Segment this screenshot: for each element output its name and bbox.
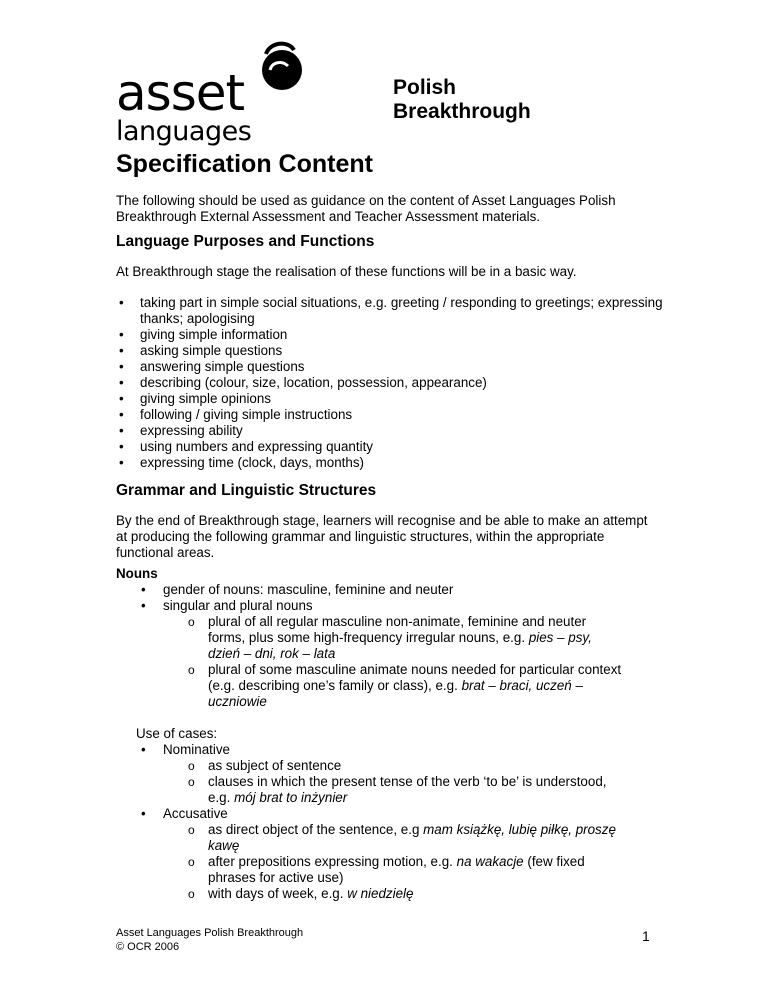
- list-item: • expressing time (clock, days, months): [116, 455, 676, 471]
- plural-animate-line2: [208, 678, 583, 694]
- plural-regular-line2: [208, 630, 592, 646]
- list-item: • following / giving simple instructions: [116, 407, 676, 423]
- page-title: Specification Content: [116, 150, 373, 178]
- accusative-item: Accusative: [163, 806, 228, 821]
- sub-bullet: o: [188, 855, 195, 869]
- document-subject-title: [393, 76, 531, 124]
- accusative-prep-text: after prepositions expressing motion, e.g.: [208, 854, 453, 869]
- accusative-prep-example: na wakacje: [456, 854, 524, 869]
- logo-word-asset: asset: [116, 64, 245, 122]
- list-item: • answering simple questions: [116, 359, 676, 375]
- bullet-dot: •: [141, 598, 146, 613]
- accusative-days-text: with days of week, e.g.: [208, 886, 344, 901]
- plural-regular-text: forms, plus some high-frequency irregular nouns, e.g.: [208, 630, 526, 645]
- sub-bullet: o: [188, 759, 195, 773]
- nominative-clauses-line1: clauses in which the present tense of the verb ‘to be’ is understood,: [208, 774, 607, 789]
- nominative-item: Nominative: [163, 742, 230, 757]
- list-item: • asking simple questions: [116, 343, 676, 359]
- sub-bullet: o: [188, 663, 195, 677]
- accusative-days-line: [208, 886, 413, 902]
- accusative-direct-text: as direct object of the sentence, e.g: [208, 822, 420, 837]
- bullet-dot: •: [141, 582, 146, 597]
- sub-bullet: o: [188, 775, 195, 789]
- gender-item: gender of nouns: masculine, feminine and neuter: [163, 582, 454, 597]
- nominative-subject: as subject of sentence: [208, 758, 342, 773]
- list-item: • using numbers and expressing quantity: [116, 439, 676, 455]
- page-footer: [116, 926, 303, 954]
- footer-document-name: Asset Languages Polish Breakthrough: [116, 927, 304, 939]
- accusative-days-example: w niedzielę: [347, 886, 414, 901]
- plural-regular-example2: dzień – dni, rok – lata: [208, 646, 336, 661]
- list-item: • giving simple information: [116, 327, 676, 343]
- list-item: • taking part in simple social situations, e.g. greeting / responding to greetings; expressing thanks; apologising: [116, 295, 676, 327]
- list-item: • describing (colour, size, location, possession, appearance): [116, 375, 676, 391]
- accusative-direct-example2: kawę: [208, 838, 240, 853]
- bullet-dot: •: [141, 806, 146, 821]
- list-item: • giving simple opinions: [116, 391, 676, 407]
- plural-animate-example2: uczniowie: [208, 694, 267, 709]
- asset-languages-logo: [116, 36, 296, 147]
- nominative-example: mój brat to inżynier: [234, 790, 348, 805]
- accusative-prep-line1: [208, 854, 585, 870]
- section-lead-purposes: At Breakthrough stage the realisation of these functions will be in a basic way.: [116, 264, 577, 279]
- accusative-direct-example1: mam książkę, lubię piłkę, proszę: [423, 822, 616, 837]
- singular-plural-item: singular and plural nouns: [163, 598, 313, 613]
- section-lead-grammar: By the end of Breakthrough stage, learners will recognise and be able to make an attempt at producing the following grammar and linguistic structures, within the appropriate functional areas.: [116, 513, 648, 560]
- section-heading-grammar: Grammar and Linguistic Structures: [116, 482, 377, 499]
- logo-swirl-icon: [248, 36, 304, 92]
- plural-animate-text: (e.g. describing one’s family or class), e.g.: [208, 678, 458, 693]
- section-heading-purposes: Language Purposes and Functions: [116, 233, 375, 250]
- plural-regular-line1: plural of all regular masculine non-animate, feminine and neuter: [208, 614, 587, 629]
- sub-bullet: o: [188, 823, 195, 837]
- cases-heading: Use of cases:: [136, 726, 218, 741]
- plural-animate-example1: brat – braci, uczeń –: [461, 678, 583, 693]
- accusative-prep-line2: phrases for active use): [208, 870, 344, 885]
- nominative-clauses-line2: [208, 790, 347, 806]
- footer-copyright: © OCR 2006: [116, 941, 180, 953]
- bullet-dot: •: [141, 742, 146, 757]
- accusative-prep-note: (few fixed: [527, 854, 585, 869]
- accusative-direct-line1: [208, 822, 616, 838]
- nominative-clauses-text: e.g.: [208, 790, 231, 805]
- plural-animate-line1: plural of some masculine animate nouns needed for particular context: [208, 662, 622, 677]
- logo-word-languages: languages: [116, 116, 252, 147]
- sub-bullet: o: [188, 615, 195, 629]
- page-number: 1: [642, 928, 650, 944]
- subject-line-2: Breakthrough: [393, 100, 531, 123]
- nouns-heading: Nouns: [116, 566, 158, 581]
- sub-bullet: o: [188, 887, 195, 901]
- plural-regular-example1: pies – psy,: [528, 630, 592, 645]
- list-item: • expressing ability: [116, 423, 676, 439]
- intro-paragraph: The following should be used as guidance on the content of Asset Languages Polish Breakthrough External Assessment and Teacher Assessment materials.: [116, 193, 616, 224]
- functions-list: [116, 295, 676, 471]
- subject-line-1: Polish: [393, 76, 457, 99]
